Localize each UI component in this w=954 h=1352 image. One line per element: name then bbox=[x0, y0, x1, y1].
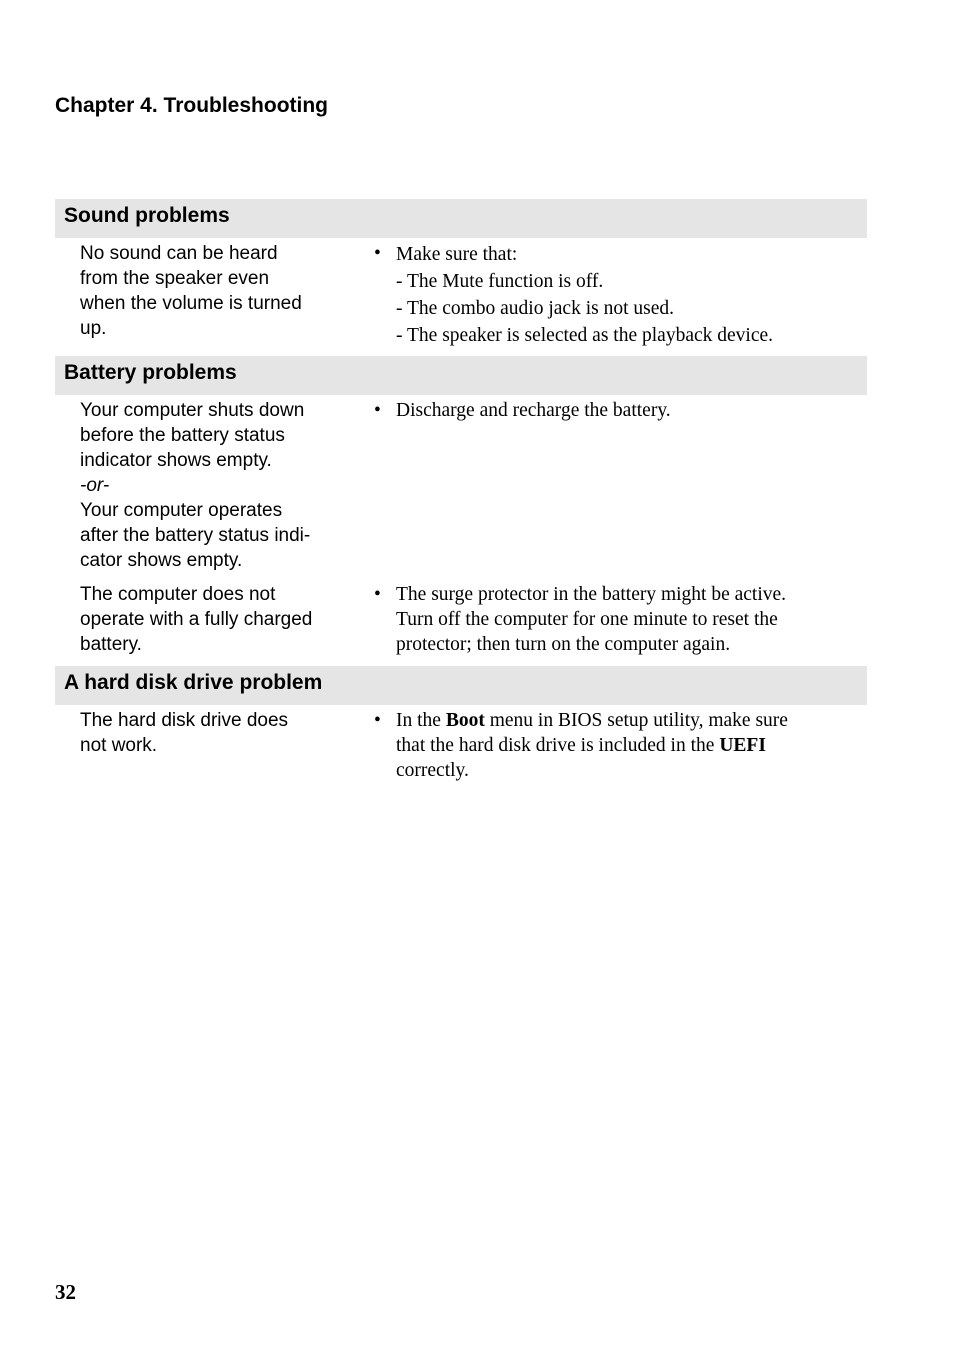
table-row bbox=[55, 395, 867, 582]
solution-line bbox=[396, 708, 788, 733]
solution-line: - The combo audio jack is not used. bbox=[396, 298, 674, 319]
troubleshooting-table bbox=[55, 199, 867, 792]
solution-line: - The Mute function is off. bbox=[396, 271, 604, 292]
solution-line: The surge protector in the battery might be active. bbox=[396, 584, 787, 605]
table-row bbox=[55, 705, 867, 792]
boot-menu-term: Boot bbox=[445, 710, 485, 731]
problem-line: No sound can be heard bbox=[80, 243, 278, 264]
problem-cell bbox=[55, 708, 350, 792]
problem-line: up. bbox=[80, 318, 107, 339]
bullet-marker: • bbox=[374, 400, 381, 421]
bullet-marker: • bbox=[374, 243, 381, 264]
problem-line: not work. bbox=[80, 735, 158, 756]
problem-line: from the speaker even bbox=[80, 268, 270, 289]
solution-line: Turn off the computer for one minute to reset the bbox=[396, 609, 778, 630]
solution-line: - The speaker is selected as the playback device. bbox=[396, 325, 774, 346]
solution-text: that the hard disk drive is included in the bbox=[396, 735, 720, 756]
solution-text: menu in BIOS setup utility, make sure bbox=[484, 710, 788, 731]
table-row bbox=[55, 238, 867, 356]
uefi-term: UEFI bbox=[719, 735, 766, 756]
problem-line: Your computer operates bbox=[80, 500, 283, 521]
page-number: 32 bbox=[55, 1280, 76, 1304]
problem-line: cator shows empty. bbox=[80, 550, 243, 571]
solution-cell bbox=[350, 708, 788, 792]
solution-line bbox=[396, 733, 788, 758]
problem-line: indicator shows empty. bbox=[80, 450, 272, 471]
problem-line: The computer does not bbox=[80, 584, 276, 605]
chapter-title: Chapter 4. Troubleshooting bbox=[55, 94, 329, 117]
solution-cell bbox=[350, 241, 773, 356]
section-header-hard-disk: A hard disk drive problem bbox=[55, 666, 867, 705]
problem-line: operate with a fully charged bbox=[80, 609, 313, 630]
problem-or-separator: -or- bbox=[80, 475, 110, 496]
solution-line: Make sure that: bbox=[396, 244, 518, 265]
section-header-battery: Battery problems bbox=[55, 356, 867, 395]
table-row bbox=[55, 582, 867, 666]
problem-line: Your computer shuts down bbox=[80, 400, 305, 421]
problem-line: The hard disk drive does bbox=[80, 710, 289, 731]
problem-cell bbox=[55, 241, 350, 356]
solution-line: protector; then turn on the computer again. bbox=[396, 634, 731, 655]
solution-text: In the bbox=[396, 710, 446, 731]
section-header-sound: Sound problems bbox=[55, 199, 867, 238]
problem-line: after the battery status indi- bbox=[80, 525, 311, 546]
solution-line: Discharge and recharge the battery. bbox=[396, 400, 671, 421]
problem-line: before the battery status bbox=[80, 425, 285, 446]
solution-cell bbox=[350, 398, 671, 582]
problem-cell bbox=[55, 582, 350, 666]
solution-line: correctly. bbox=[396, 760, 469, 781]
problem-line: when the volume is turned bbox=[80, 293, 302, 314]
bullet-marker: • bbox=[374, 584, 381, 605]
bullet-marker: • bbox=[374, 710, 381, 731]
problem-cell bbox=[55, 398, 350, 582]
problem-line: battery. bbox=[80, 634, 142, 655]
solution-cell bbox=[350, 582, 786, 666]
